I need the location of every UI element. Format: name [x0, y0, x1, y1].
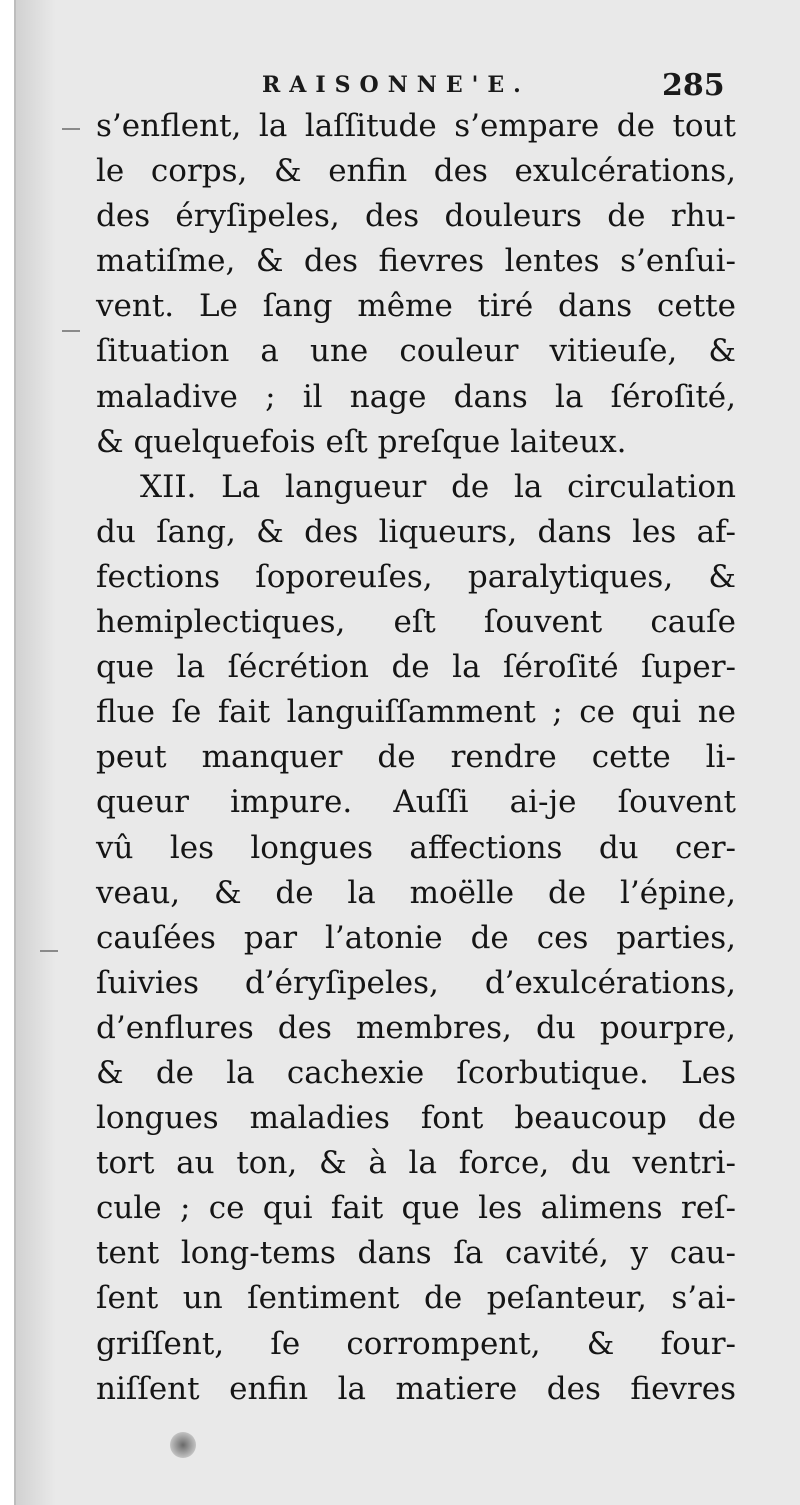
text-line: fections ſoporeuſes, paralytiques, & — [96, 558, 736, 595]
text-line: du ſang, & des liqueurs, dans les af- — [96, 513, 736, 550]
text-line: d’enflures des membres, du pourpre, — [96, 1009, 736, 1046]
text-line: le corps, & enfin des exulcérations, — [96, 153, 736, 190]
margin-mark — [62, 128, 80, 130]
ink-smudge — [170, 1432, 196, 1458]
running-head — [0, 68, 800, 108]
text-line: maladive ; il nage dans la ſéroſité, — [96, 378, 736, 415]
text-line: matiſme, & des fievres lentes s’enſui- — [96, 243, 736, 280]
running-title: RAISONNE'E. — [262, 72, 530, 98]
text-line: s’enflent, la laſſitude s’empare de tout — [96, 108, 736, 144]
text-line: cule ; ce qui fait que les alimens reſ- — [96, 1190, 736, 1227]
text-line: cauſées par l’atonie de ces parties, — [96, 919, 736, 956]
text-line: ſuivies d’éryſipeles, d’exulcérations, — [96, 964, 736, 1001]
text-line: hemiplectiques, eſt ſouvent cauſe — [96, 604, 736, 641]
text-line: longues maladies font beaucoup de — [96, 1100, 736, 1137]
text-line: tent long-tems dans ſa cavité, y cau- — [96, 1235, 736, 1272]
text-line: flue ſe fait languiſſamment ; ce qui ne — [96, 694, 736, 731]
text-line: griſſent, ſe corrompent, & four- — [96, 1325, 736, 1362]
text-line: veau, & de la moëlle de l’épine, — [96, 874, 736, 911]
text-line: ſituation a une couleur vitieuſe, & — [96, 333, 736, 370]
text-line: des éryſipeles, des douleurs de rhu- — [96, 198, 736, 235]
text-line: que la ſécrétion de la ſéroſité ſuper- — [96, 649, 736, 686]
text-line: peut manquer de rendre cette li- — [96, 739, 736, 776]
text-line: ſent un ſentiment de peſanteur, s’ai- — [96, 1280, 736, 1317]
text-line: & de la cachexie ſcorbutique. Les — [96, 1054, 736, 1091]
section-start-line: XII. La langueur de la circulation — [140, 468, 736, 505]
gutter-shadow — [16, 0, 56, 1505]
margin-mark — [62, 330, 80, 332]
page-number: 285 — [662, 68, 725, 103]
text-line: vû les longues affections du cer- — [96, 829, 736, 866]
body-text — [96, 104, 736, 1412]
text-line: tort au ton, & à la force, du ventri- — [96, 1145, 736, 1182]
text-line: & quelquefois eſt preſque laiteux. — [96, 423, 627, 460]
text-line: queur impure. Auſſi ai-je ſouvent — [96, 784, 736, 821]
text-line: niſſent enfin la matiere des fievres — [96, 1370, 736, 1407]
text-line: vent. Le ſang même tiré dans cette — [96, 288, 736, 325]
margin-mark — [40, 950, 58, 952]
